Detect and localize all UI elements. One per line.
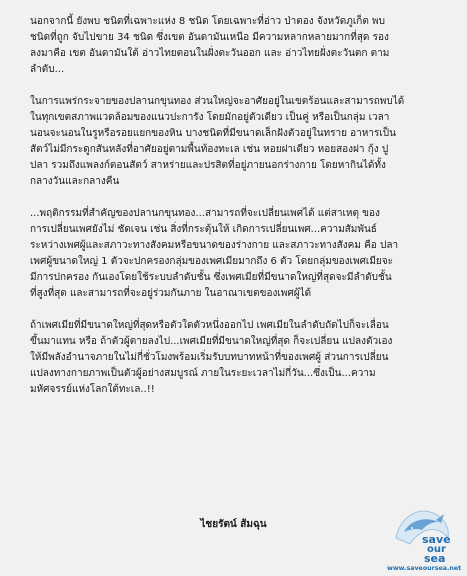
text-line: ในทุกเขตสภาพแวดล้อมของแนวปะการัง โดยมักอยู่ตัวเดียว เป็นคู่ หรือเป็นกลุ่ม เวลา [30,112,390,123]
text-line: มีการปกครอง กันเองโดยใช้ระบบลำดับชั้น ซึ่งเพศเมียที่มีขนาดใหญ่ที่สุดจะมีลำดับชั้น [30,272,392,283]
paragraph-3 [30,206,450,302]
text-line: ลำดับ... [30,64,65,75]
article-body [30,14,450,414]
paragraph-1 [30,14,450,78]
text-line: สัตว์ไม่มีกระดูกสันหลังที่อาศัยอยู่ตามพื้นท้องทะเล เช่น หอยฝาเดียว หอยสองฝา กุ้ง ปู [30,144,389,155]
text-line: ขึ้นมาแทน หรือ ถ้าตัวผู้ตายลงไป...เพศเมียที่มีขนาดใหญ่ที่สุด ก็จะเปลี่ยน แปลงตัวเอง [30,336,393,347]
text-line: ถ้าเพศเมียที่มีขนาดใหญ่ที่สุดหรือตัวใดตัวหนึ่งออกไป เพศเมียในลำดับถัดไปก็จะเลื่อน [30,320,389,331]
logo-text-our: our [427,544,446,555]
text-line: ลงมาคือ เขต อันดามันใต้ อ่าวไทยตอนในฝั่งตะวันออก และ อ่าวไทยฝั่งตะวันตก ตาม [30,48,390,59]
paragraph-2 [30,94,450,190]
text-line: ที่สูงที่สุด และสามารถที่จะอยู่ร่วมกันภาย ในอาณาเขตของเพศผู้ได้ [30,288,312,299]
logo-url: www.saveoursea.net [387,565,462,572]
text-line: ชนิดที่ถูก จับไปขาย 34 ชนิด ซึ่งเขต อันดามันเหนือ มีความหลากหลายมากที่สุด รอง [30,32,389,43]
text-line: มหัศจรรย์แห่งโลกใต้ทะเล..!! [30,384,155,395]
saveoursea-logo [386,498,464,572]
text-line: แปลงทางกายภาพเป็นตัวผู้อย่างสมบูรณ์ ภายในระยะเวลาไม่กี่วัน...ซึ่งเป็น...ความ [30,368,376,379]
text-line: เพศผู้ขนาดใหญ่ 1 ตัวจะปกครองกลุ่มของเพศเมียมากถึง 6 ตัว โดยกลุ่มของเพศเมียจะ [30,256,394,267]
paragraph-4 [30,318,450,398]
logo-text-sea: sea [424,552,446,565]
text-line: นอกจากนี้ ยังพบ ชนิดที่เฉพาะแห่ง 8 ชนิด โดยเฉพาะที่อ่าว ป่าตอง จังหวัดภูเก็ต พบ [30,16,385,27]
text-line: ในการแพร่กระจายของปลานกขุนทอง ส่วนใหญ่จะอาศัยอยู่ในเขตร้อนและสามารถพบได้ [30,96,405,107]
author-name: ไชยรัตน์ ส้มฉุน [200,519,267,530]
text-line: นอนจะนอนในรูหรือรอยแยกของหิน บางชนิดที่มีขนาดเล็กฝังตัวอยู่ในทราย อาหารเป็น [30,128,396,139]
text-line: ให้มีพลังอำนาจภายในไม่กี่ชั่วโมงพร้อมเริ่มรับบทบาทหน้าที่ของเพศผู้ ส่วนการเปลี่ยน [30,352,389,363]
text-line: การเปลี่ยนเพศยังไม่ ชัดเจน เช่น สิ่งที่กระตุ้นให้ เกิดการเปลี่ยนเพศ...ความสัมพันธ์ [30,224,377,235]
text-line: ปลา รวมถึงแพลงก์ตอนสัตว์ สาหร่ายและปรสิตที่อยู่ภายนอกร่างกาย โดยหากินได้ทั้ง [30,160,386,171]
logo-text-save: save [422,533,451,546]
text-line: กลางวันและกลางคืน [30,176,120,187]
dolphin-hand-icon [386,498,464,572]
text-line: ระหว่างเพศผู้และสภาวะทางสังคมหรือขนาดของร่างกาย และสภาวะทางสังคม คือ ปลา [30,240,399,251]
text-line: ...พฤติกรรมที่สำคัญของปลานกขุนทอง...สามารถที่จะเปลี่ยนเพศได้ แต่สาเหตุ ของ [30,208,380,219]
